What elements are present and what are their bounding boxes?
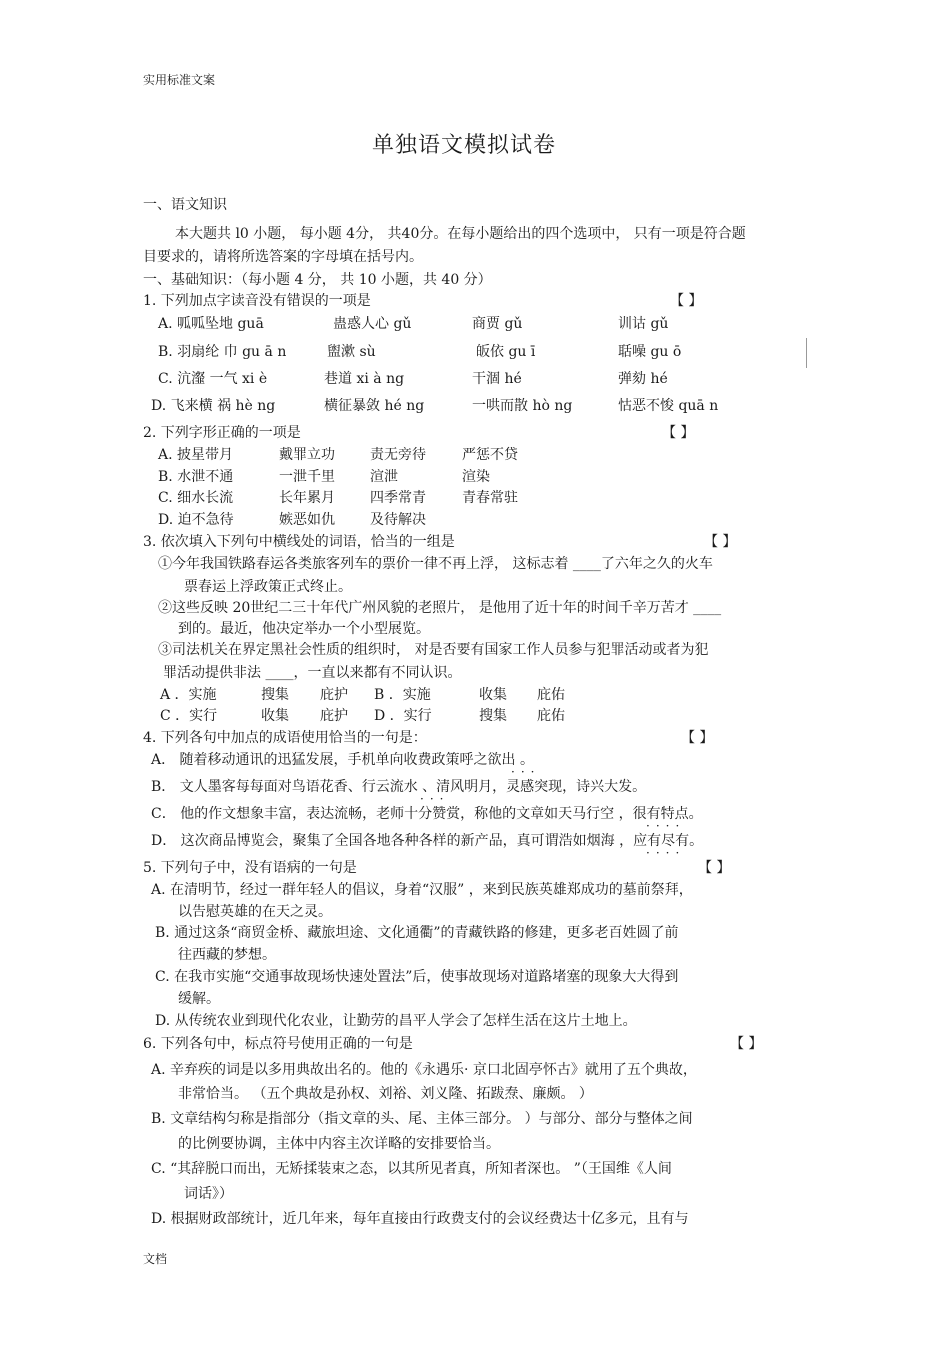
intro-line-1: 本大题共 l0 小题， 每小题 4分， 共40分。在每小题给出的四个选项中， 只有一项是符合题 — [175, 226, 746, 242]
q2-option-b-3: 渲泄 — [370, 469, 398, 485]
q6-option-c-cont: 词话》） — [184, 1186, 233, 1202]
q5-option-c: C. 在我市实施“交通事故现场快速处置法”后，使事故现场对道路堵塞的现象大大得到 — [155, 969, 679, 985]
q2-option-b-2: 一泄千里 — [279, 469, 335, 485]
q1-option-d-4: 怙恶不悛 quā n — [618, 398, 719, 414]
q1-option-b-2: 盥漱 sù — [327, 344, 376, 360]
q2-option-a-2: 戴罪立功 — [279, 447, 335, 463]
q3-sentence-3-cont: 罪活动提供非法 ____，一直以来都有不同认识。 — [163, 665, 462, 681]
q3-option-a: A ．实施 — [160, 687, 217, 703]
q3-option-c-2: 收集 — [261, 708, 289, 724]
q4-answer-bracket[interactable]: 【 】 — [681, 730, 714, 746]
q6-option-a: A. 辛弃疾的词是以多用典故出名的。他的《永遇乐· 京口北固亭怀古》就用了五个典故， — [151, 1062, 697, 1078]
q1-option-d-1: D. 飞来横 祸 hè ng — [151, 398, 276, 414]
q3-option-a-3: 庇护 — [320, 687, 348, 703]
q2-answer-bracket[interactable]: 【 】 — [662, 425, 695, 441]
q4-option-b: B． 文人墨客每每面对鸟语花香、行云流水 、清风明月，灵感突现，诗兴大发。 — [151, 779, 647, 795]
q3-option-b: B ．实施 — [374, 687, 431, 703]
q1-option-c-4: 弹劾 hé — [618, 371, 668, 387]
q3-answer-bracket[interactable]: 【 】 — [704, 534, 737, 550]
section-heading: 一、语文知识 — [143, 197, 227, 213]
q6-stem: 6. 下列各句中，标点符号使用正确的一句是 — [143, 1036, 413, 1052]
q5-option-c-cont: 缓解。 — [178, 991, 220, 1007]
q5-option-b-cont: 往西藏的梦想。 — [178, 947, 276, 963]
q6-option-b-cont: 的比例要协调，主体中内容主次详略的安排要恰当。 — [178, 1136, 500, 1152]
q5-stem: 5. 下列句子中，没有语病的一句是 — [143, 860, 357, 876]
q1-option-b-1: B. 羽扇纶 巾 gu ā n — [158, 344, 287, 360]
q1-stem: 1. 下列加点字读音没有错误的一项是 — [143, 293, 371, 309]
q2-option-c-3: 四季常青 — [370, 490, 426, 506]
q5-option-d: D. 从传统农业到现代化农业，让勤劳的昌平人学会了怎样生活在这片土地上。 — [155, 1013, 637, 1029]
q3-option-c: C ．实行 — [160, 708, 218, 724]
q4-option-d: D． 这次商品博览会，聚集了全国各地各种各样的新产品，真可谓浩如烟海 ，应有尽有。 — [151, 833, 704, 849]
intro-line-2: 目要求的，请将所选答案的字母填在括号内。 — [143, 249, 423, 265]
q3-sentence-1: ①今年我国铁路春运各类旅客列车的票价一律不再上浮， 这标志着 ____了六年之久的火车 — [158, 556, 713, 572]
table-border — [806, 338, 807, 368]
q4-option-c: C． 他的作文想象丰富，表达流畅，老师十分赞赏，称他的文章如天马行空 ，很有特点。 — [151, 806, 703, 822]
q2-option-c-2: 长年累月 — [279, 490, 335, 506]
q1-option-b-3: 皈依 gu ī — [476, 344, 536, 360]
emphasis-dots: ···· — [646, 819, 686, 833]
q3-stem: 3. 依次填入下列句中横线处的词语，恰当的一组是 — [143, 534, 455, 550]
q1-option-a-2: 蛊惑人心 gǔ — [333, 316, 412, 332]
q1-answer-bracket[interactable]: 【 】 — [670, 293, 703, 309]
q2-stem: 2. 下列字形正确的一项是 — [143, 425, 301, 441]
page-footer: 文档 — [143, 1252, 168, 1266]
q1-option-c-3: 干涸 hé — [472, 371, 522, 387]
page-title: 单独语文模拟试卷 — [372, 133, 557, 158]
part-heading: 一、基础知识：（每小题 4 分， 共 10 小题，共 40 分） — [143, 272, 492, 288]
emphasis-dots: ···· — [646, 846, 686, 860]
q1-option-a-4: 训诂 gǔ — [618, 316, 669, 332]
emphasis-dots: ··· — [511, 765, 541, 779]
q2-option-d-3: 及待解决 — [370, 512, 426, 528]
q5-answer-bracket[interactable]: 【 】 — [698, 860, 731, 876]
q2-option-d-2: 嫉恶如仇 — [279, 512, 335, 528]
q1-option-d-2: 横征暴敛 hé ng — [324, 398, 425, 414]
q2-option-a-4: 严惩不贷 — [462, 447, 518, 463]
q5-option-a: A. 在清明节，经过一群年轻人的倡议，身着“汉服” ，来到民族英雄郑成功的墓前祭拜， — [151, 882, 693, 898]
q1-option-c-2: 巷道 xi à ng — [324, 371, 405, 387]
q6-option-b: B. 文章结构匀称是指部分（指文章的头、尾、主体三部分。 ）与部分、部分与整体之间 — [151, 1111, 693, 1127]
q1-option-d-3: 一哄而散 hò ng — [472, 398, 573, 414]
q6-answer-bracket[interactable]: 【 】 — [730, 1036, 763, 1052]
q3-option-b-2: 收集 — [479, 687, 507, 703]
q3-option-c-3: 庇护 — [320, 708, 348, 724]
q5-option-b: B. 通过这条“商贸金桥、藏旅坦途、文化通衢”的青藏铁路的修建，更多老百姓圆了前 — [155, 925, 679, 941]
page-header: 实用标准文案 — [143, 73, 216, 87]
q3-option-d-3: 庇佑 — [537, 708, 565, 724]
q6-option-a-cont: 非常恰当。 （五个典故是孙权、刘裕、刘义隆、拓跋焘、廉颇。 ） — [178, 1086, 593, 1102]
q1-option-c-1: C. 沆瀣 一气 xi è — [158, 371, 268, 387]
q2-option-b-4: 渲染 — [462, 469, 490, 485]
q2-option-c-1: C. 细水长流 — [158, 490, 234, 506]
q2-option-b-1: B. 水泄不通 — [158, 469, 234, 485]
q5-option-a-cont: 以告慰英雄的在天之灵。 — [178, 904, 332, 920]
q2-option-c-4: 青春常驻 — [462, 490, 518, 506]
q2-option-a-1: A. 披星带月 — [158, 447, 234, 463]
q3-sentence-1-cont: 票春运上浮政策正式终止。 — [184, 579, 352, 595]
q3-sentence-2: ②这些反映 20世纪二三十年代广州风貌的老照片， 是他用了近十年的时间千辛万苦才 ____ — [158, 600, 722, 616]
q2-option-d-1: D. 迫不急待 — [158, 512, 234, 528]
q3-option-d: D ．实行 — [374, 708, 432, 724]
q1-option-b-4: 聒噪 gu ō — [618, 344, 682, 360]
q3-option-a-2: 搜集 — [261, 687, 289, 703]
q6-option-c: C. “其辞脱口而出，无矫揉装束之态，以其所见者真，所知者深也。 ”（王国维《人间 — [151, 1161, 672, 1177]
q3-sentence-3: ③司法机关在界定黑社会性质的组织时， 对是否要有国家工作人员参与犯罪活动或者为犯 — [158, 642, 709, 658]
q1-option-a-1: A. 呱呱坠地 guā — [158, 316, 264, 332]
q6-option-d: D. 根据财政部统计，近几年来，每年直接由行政费支付的会议经费达十亿多元，且有与 — [151, 1211, 689, 1227]
q4-stem: 4. 下列各句中加点的成语使用恰当的一句是： — [143, 730, 427, 746]
emphasis-dots: ··· — [420, 792, 450, 806]
q2-option-a-3: 责无旁待 — [370, 447, 426, 463]
q3-sentence-2-cont: 到的。最近，他决定举办一个小型展览。 — [178, 621, 430, 637]
q3-option-d-2: 搜集 — [479, 708, 507, 724]
q4-option-a: A． 随着移动通讯的迅猛发展，手机单向收费政策呼之欲出 。 — [151, 752, 535, 768]
q3-option-b-3: 庇佑 — [537, 687, 565, 703]
q1-option-a-3: 商贾 gǔ — [472, 316, 523, 332]
